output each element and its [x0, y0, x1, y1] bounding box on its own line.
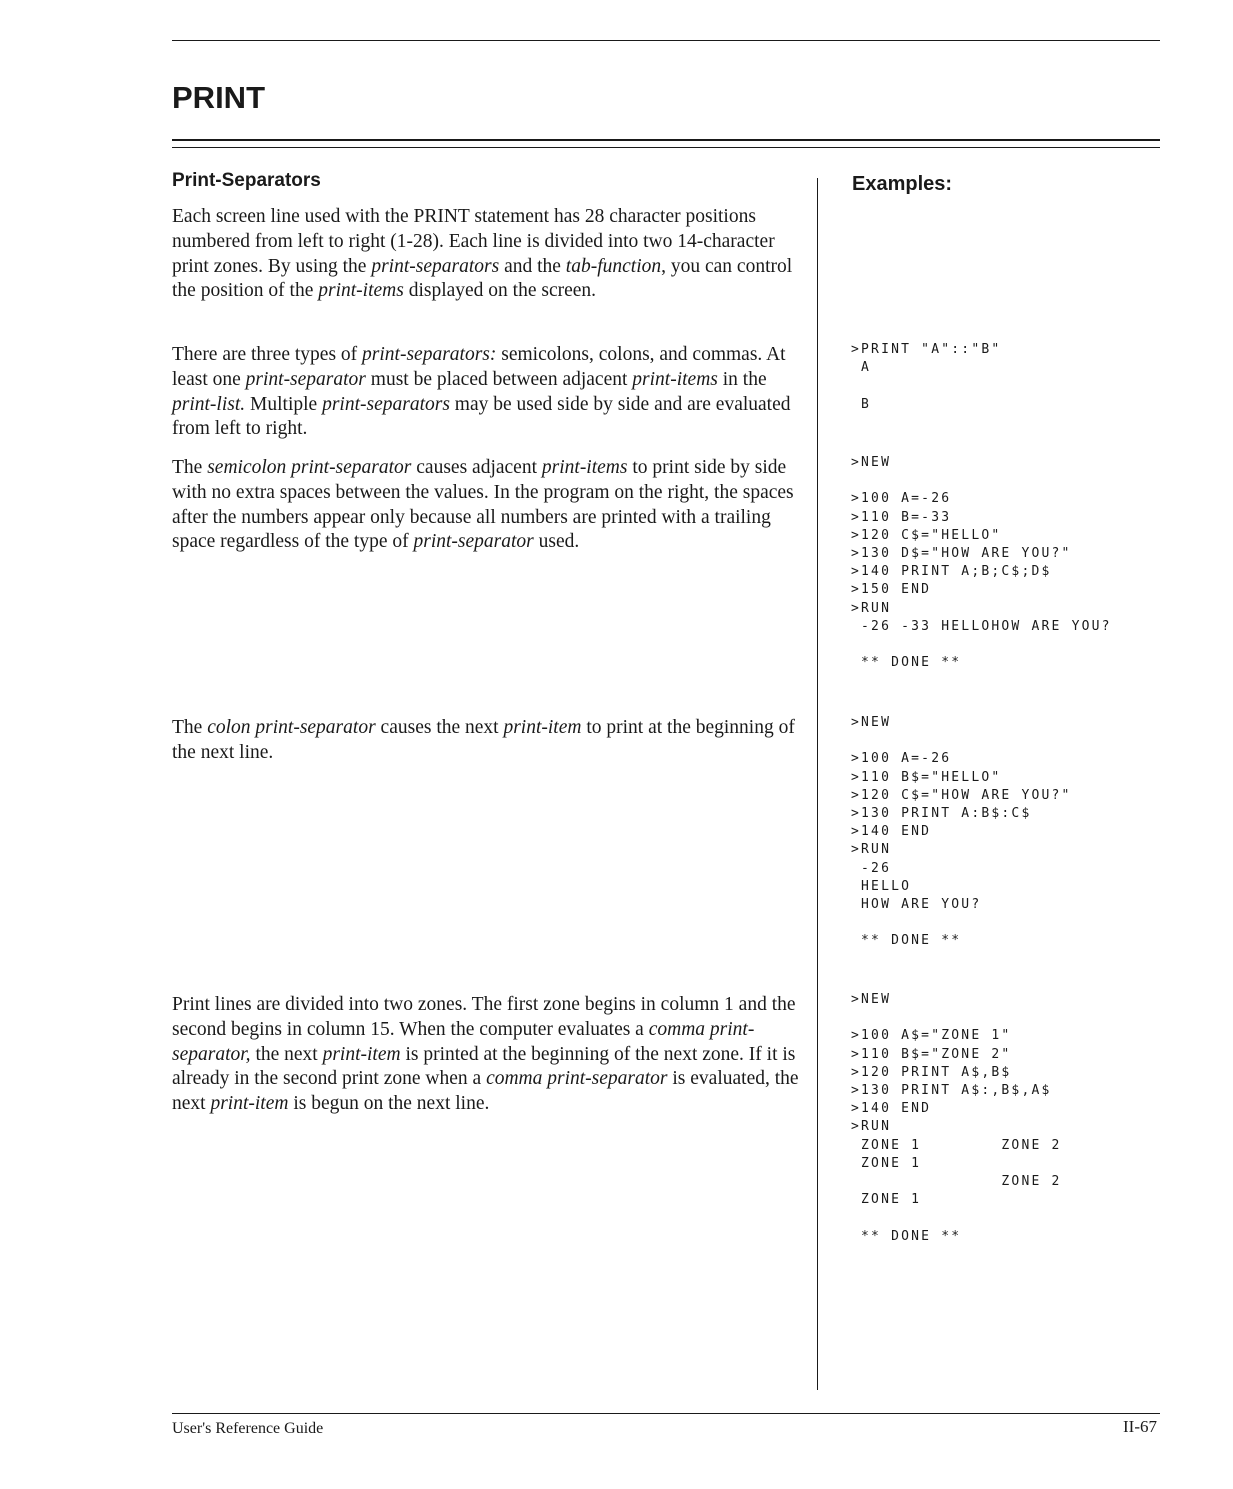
italic-term: print-separators: [371, 255, 500, 277]
italic-term: print-item: [503, 717, 582, 738]
page-number: II-67: [1123, 1417, 1157, 1436]
column-divider: [817, 178, 818, 1390]
italic-term: print-item: [322, 1043, 401, 1065]
italic-term: print-items: [541, 457, 628, 478]
page-title: PRINT: [172, 80, 265, 115]
examples-heading: Examples:: [852, 173, 953, 195]
italic-term: print-separators:: [362, 344, 497, 365]
italic-term: print-separator: [245, 368, 366, 390]
code-example-colon: >NEW >100 A=-26 >110 B$="HELLO" >120 C$="HOW ARE YOU?" >130 PRINT A:B$:C$ >140 END >RUN -26 HELLO HOW ARE YOU? ** DONE **: [851, 715, 1072, 949]
italic-term: semicolon print-separator: [207, 457, 412, 478]
italic-term: print-items: [632, 368, 718, 390]
code-example-colon-quick: >PRINT "A"::"B" A B: [851, 342, 1002, 412]
code-example-comma: >NEW >100 A$="ZONE 1" >110 B$="ZONE 2" >120 PRINT A$,B$ >130 PRINT A$:,B$,A$ >140 END >RUN ZONE 1 ZONE 2 ZONE 1 ZONE 2 ZONE 1 ** DONE **: [851, 992, 1062, 1244]
section-heading: Print-Separators: [172, 170, 321, 191]
title-rule-thin: [172, 147, 1160, 148]
italic-term: comma print-separator,: [172, 1018, 755, 1065]
italic-term: print-items: [318, 280, 404, 302]
italic-term: print-item: [210, 1093, 289, 1115]
footer-rule: [172, 1413, 1160, 1414]
paragraph-separator-types: There are three types of print-separators: semicolons, colons, and commas. At least one print-separator must be placed between adjacent print-items in the print-list. Multiple print-separators may be used side by side and are evaluated from left to right.: [172, 344, 791, 440]
paragraph-semicolon: The semicolon print-separator causes adjacent print-items to print side by side with no extra spaces between the values. In the program on the right, the spaces after the numbers appear only because all numbers are printed with a trailing space regardless of the type of print-separator used.: [172, 457, 794, 553]
paragraph-colon: The colon print-separator causes the next print-item to print at the beginning of the next line.: [172, 717, 795, 763]
italic-term: comma print-separator: [486, 1068, 668, 1090]
code-example-semicolon: >NEW >100 A=-26 >110 B=-33 >120 C$="HELLO" >130 D$="HOW ARE YOU?" >140 PRINT A;B;C$;D$ >150 END >RUN -26 -33 HELLOHOW ARE YOU? ** DONE **: [851, 455, 1112, 671]
italic-term: print-list.: [172, 393, 246, 415]
italic-term: print-separators: [322, 393, 450, 415]
paragraph-comma: Print lines are divided into two zones. The first zone begins in column 1 and the second begins in column 15. When the computer evaluates a comma print-separator, the next print-item is printed at the beginning of the next zone. If it is already in the second print zone when a comma print-separator is evaluated, the next print-item is begun on the next line.: [172, 994, 799, 1115]
footer-guide-name: User's Reference Guide: [172, 1420, 324, 1437]
italic-term: tab-function: [565, 255, 662, 277]
title-rule-thick: [172, 139, 1160, 141]
top-rule: [172, 40, 1160, 41]
italic-term: print-separator: [413, 531, 534, 553]
paragraph-intro: Each screen line used with the PRINT statement has 28 character positions numbered from left to right (1-28). Each line is divided into two 14-character print zones. By using the print-separators and the tab-function, you can control the position of the print-items displayed on the screen.: [172, 206, 793, 302]
italic-term: colon print-separator: [207, 717, 376, 738]
